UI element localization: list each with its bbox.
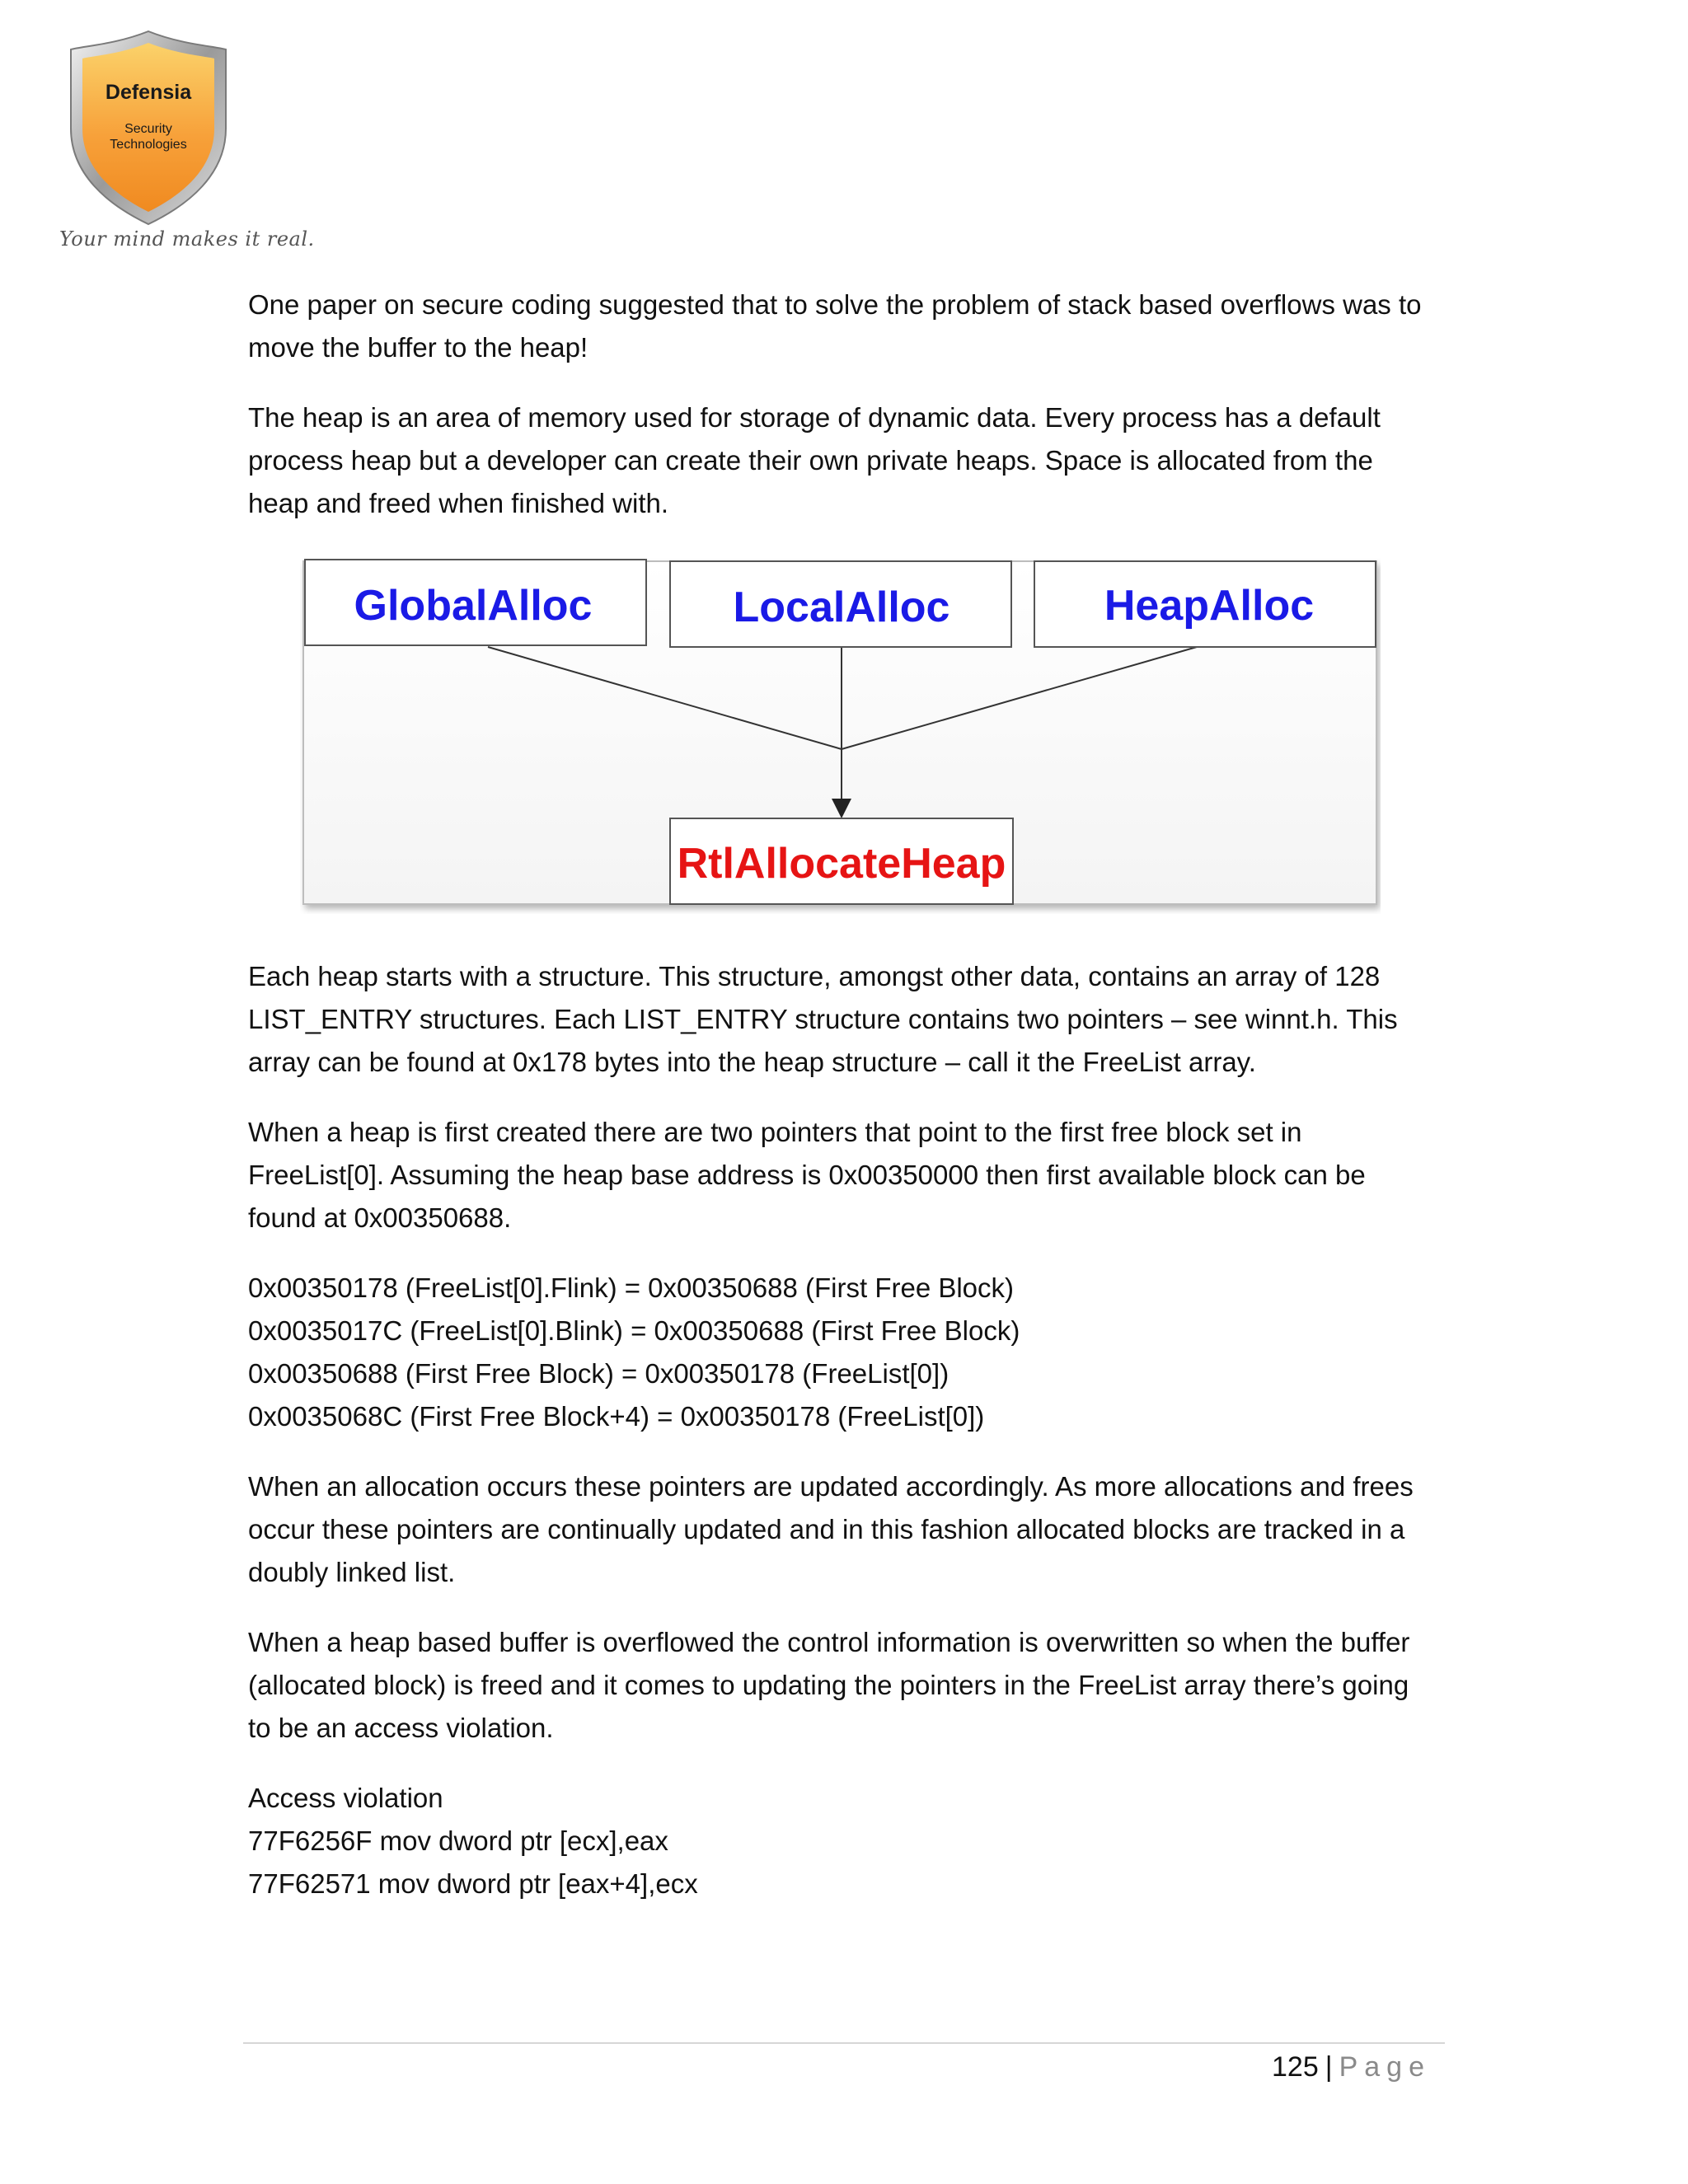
label-rtlallocateheap: RtlAllocateHeap (677, 840, 1006, 888)
heap-allocation-diagram (300, 558, 1381, 914)
label-globalalloc: GlobalAlloc (354, 582, 593, 630)
pointer-list (248, 1267, 1435, 1438)
paragraph-allocation: When an allocation occurs these pointers are updated accordingly. As more allocations and frees occur these pointers are continually updated and in this fashion allocated blocks are tracked in a doubly linked list. (248, 1471, 1414, 1587)
av-line: 77F6256F mov dword ptr [ecx],eax (248, 1825, 668, 1856)
page-content (248, 284, 1435, 1933)
paragraph-heap-definition: The heap is an area of memory used for storage of dynamic data. Every process has a default process heap but a developer can create their own private heaps. Space is allocated from the heap and freed when finished with. (248, 402, 1381, 518)
paragraph-overflow: When a heap based buffer is overflowed the control information is overwritten so when the buffer (allocated block) is freed and it comes to updating the pointers in the FreeList array there’s going to be an access violation. (248, 1627, 1410, 1743)
paragraph-freelist: When a heap is first created there are two pointers that point to the first free block set in FreeList[0]. Assuming the heap base address is 0x00350000 then first available block can be found at 0x00350688. (248, 1117, 1366, 1233)
pointer-line: 0x00350688 (First Free Block) = 0x00350178 (FreeList[0]) (248, 1358, 950, 1389)
page-number: 125 (1272, 2051, 1319, 2083)
logo-tagline: Your mind makes it real. (59, 227, 315, 251)
logo-line2: Technologies (110, 138, 187, 152)
page-label: Page (1339, 2051, 1431, 2083)
paragraph-intro: One paper on secure coding suggested that to solve the problem of stack based overflows was to move the buffer to the heap! (248, 289, 1422, 363)
page-footer (1272, 2049, 1431, 2085)
paragraph-heap-structure: Each heap starts with a structure. This structure, amongst other data, contains an array of 128 LIST_ENTRY structures. Each LIST_ENTRY structure contains two pointers – see winnt.h. This array can be found at 0x178 bytes into the heap structure – call it the FreeList array. (248, 961, 1398, 1077)
label-localalloc: LocalAlloc (733, 583, 950, 631)
av-line: 77F62571 mov dword ptr [eax+4],ecx (248, 1868, 698, 1899)
footer-separator: | (1325, 2051, 1333, 2083)
av-line: Access violation (248, 1783, 443, 1813)
label-heapalloc: HeapAlloc (1104, 582, 1315, 630)
pointer-line: 0x0035017C (FreeList[0].Blink) = 0x00350688 (First Free Block) (248, 1315, 1020, 1346)
logo-title: Defensia (105, 81, 192, 104)
pointer-line: 0x00350178 (FreeList[0].Flink) = 0x00350688 (First Free Block) (248, 1272, 1015, 1303)
footer-divider (243, 2042, 1445, 2044)
access-violation-block (248, 1777, 1435, 1905)
pointer-line: 0x0035068C (First Free Block+4) = 0x00350178 (FreeList[0]) (248, 1401, 985, 1432)
logo-line1: Security (124, 122, 172, 136)
company-logo (58, 30, 239, 260)
